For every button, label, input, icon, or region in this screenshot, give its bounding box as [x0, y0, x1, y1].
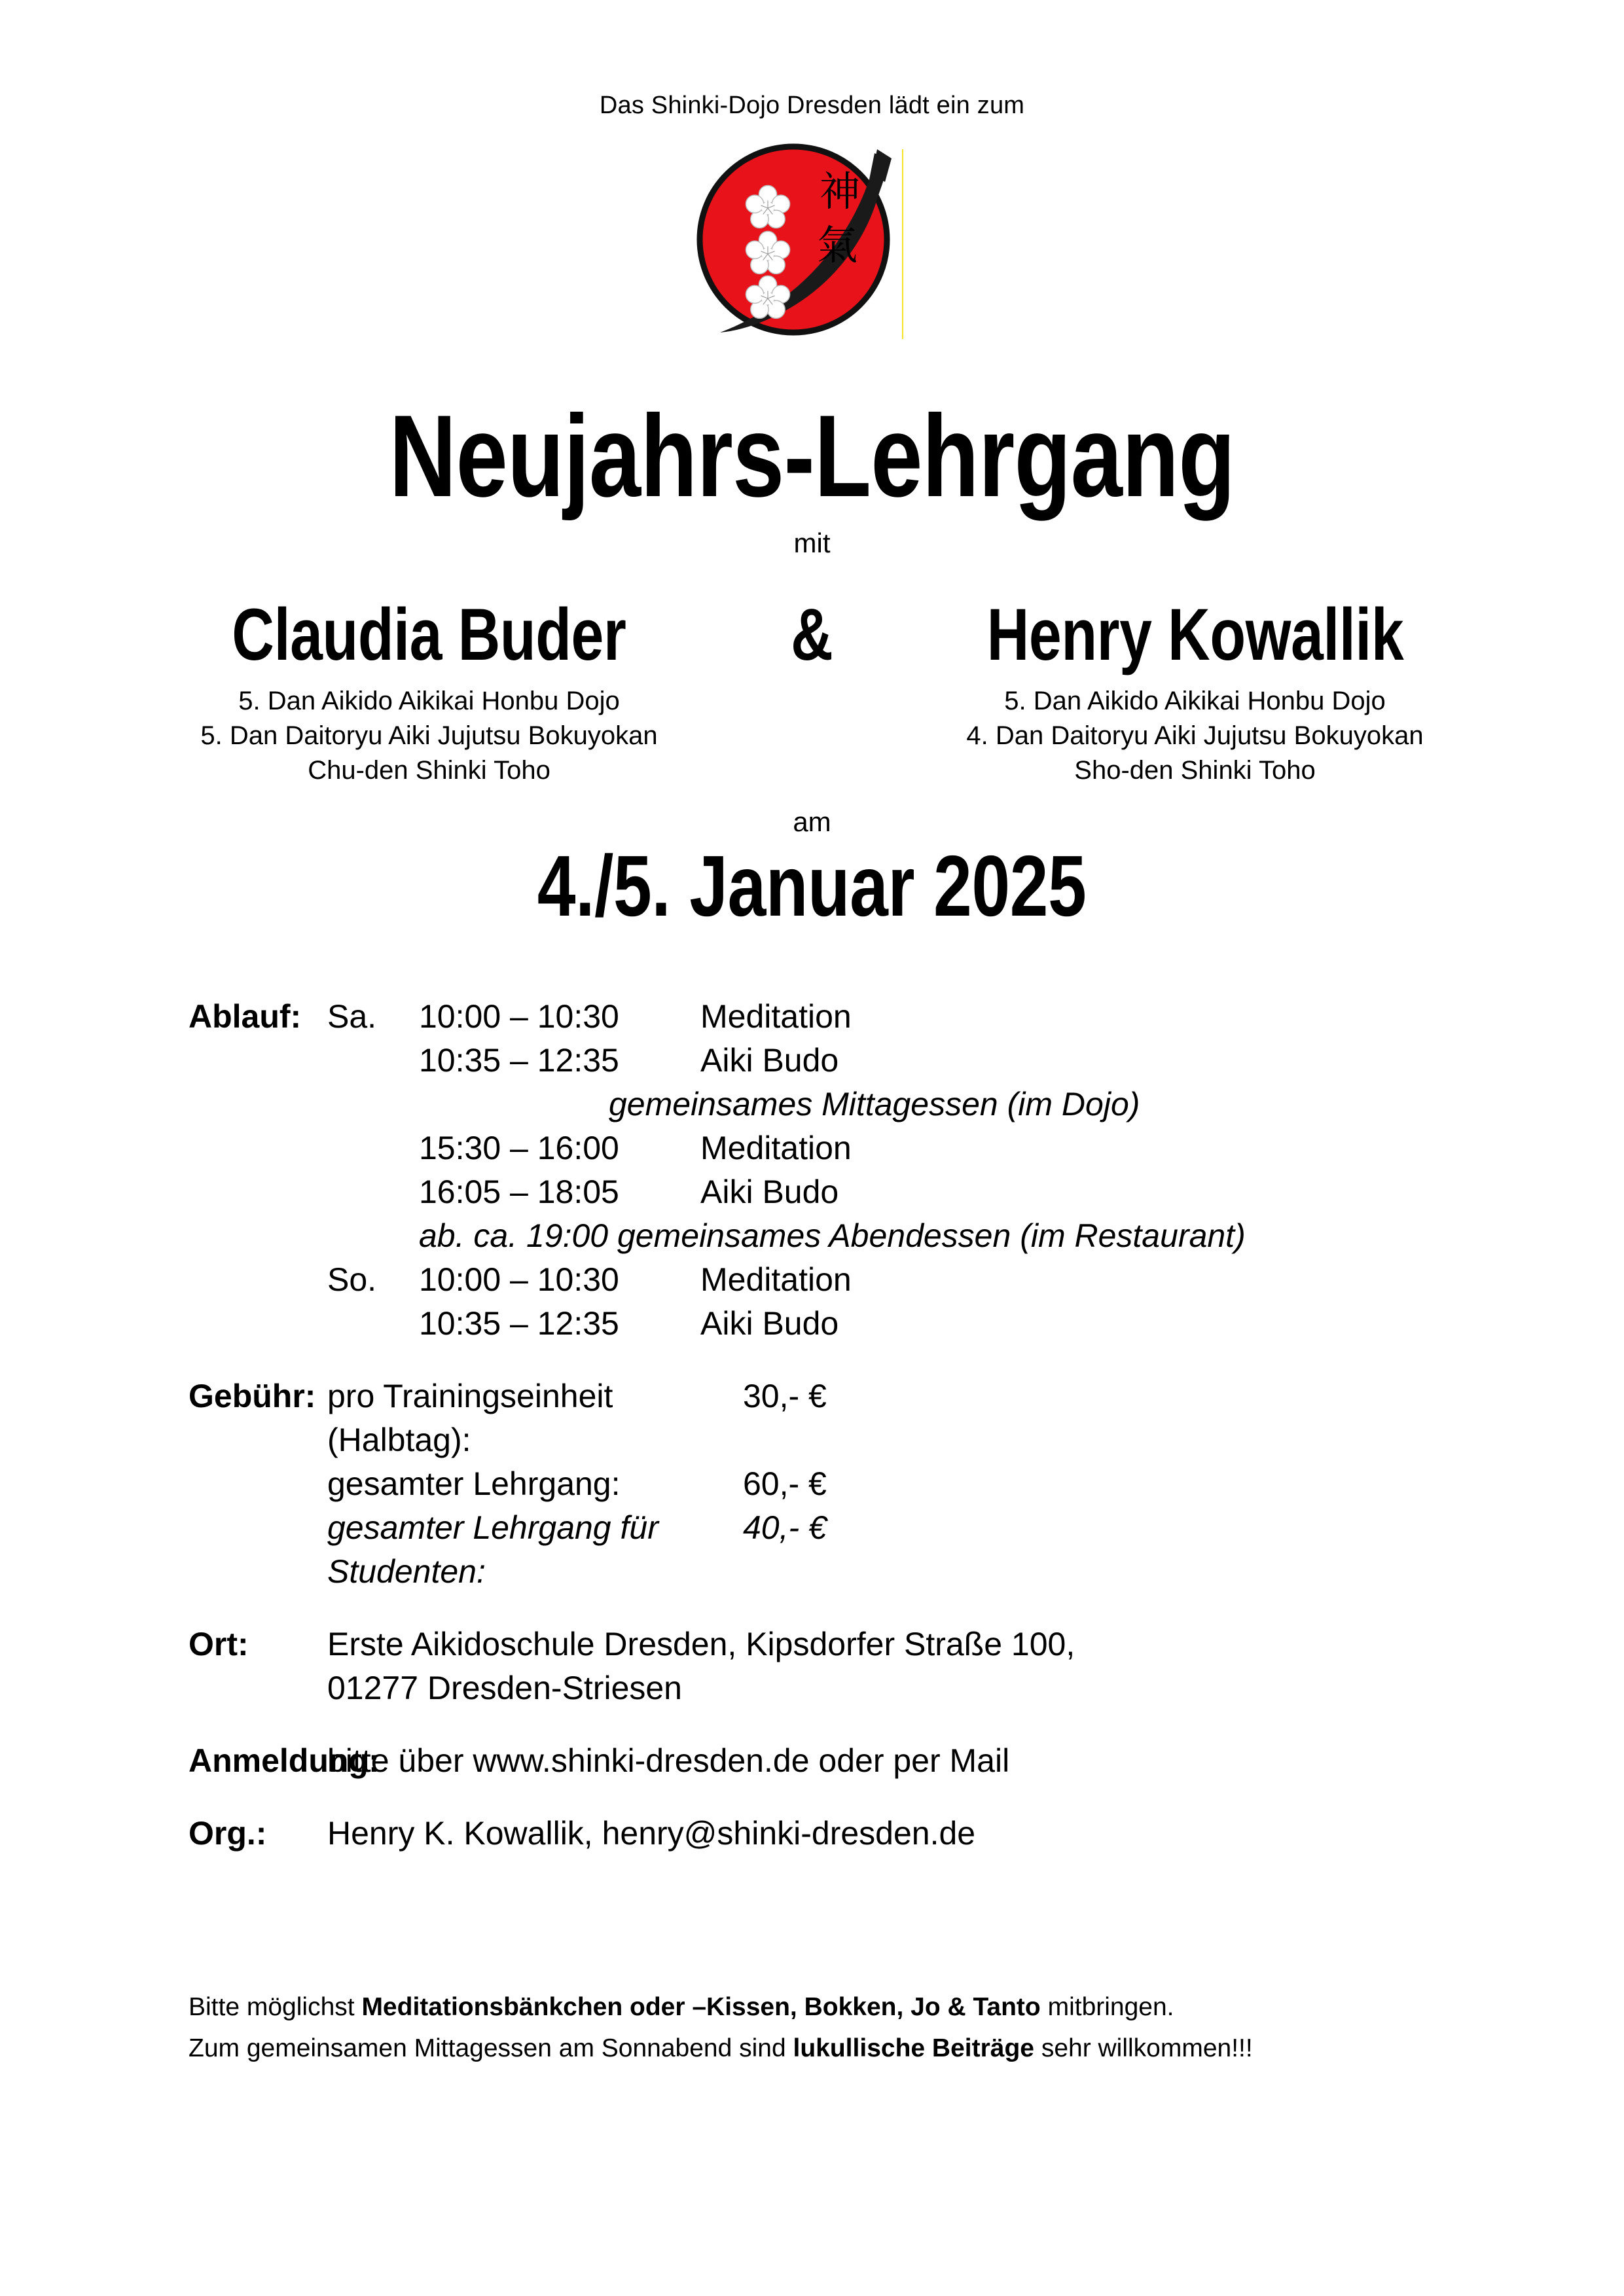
credential-line: 5. Dan Aikido Aikikai Honbu Dojo: [238, 686, 620, 715]
invitation-line: Das Shinki-Dojo Dresden lädt ein zum: [599, 92, 1025, 119]
schedule-activity: Aiki Budo: [700, 1042, 839, 1079]
fee-description: gesamter Lehrgang:: [327, 1465, 621, 1502]
footer-post-text: mitbringen.: [1040, 1993, 1174, 2021]
credential-line: 4. Dan Daitoryu Aiki Jujutsu Bokuyokan: [966, 721, 1424, 751]
footer-line-lunch: [189, 2028, 1498, 2069]
instructors-separator: [750, 596, 875, 675]
kanji-ki: 氣: [817, 221, 858, 269]
instructor-henry-kowallik: [875, 596, 1516, 789]
registration-row: [189, 1739, 1471, 1783]
schedule-activity: Meditation: [700, 1130, 852, 1166]
schedule-time: 10:00 – 10:30: [419, 1261, 619, 1298]
footer-pre-text: Zum gemeinsamen Mittagessen am Sonnabend sind: [189, 2034, 793, 2063]
fee-price: 40,- €: [743, 1509, 827, 1546]
instructor-name-text: Henry Kowallik: [986, 594, 1403, 675]
instructors-section: [0, 596, 1624, 789]
schedule-activity: Aiki Budo: [700, 1174, 839, 1210]
page-title: [0, 391, 1624, 521]
schedule-activity: Aiki Budo: [700, 1305, 839, 1342]
event-date-text: 4./5. Januar 2025: [537, 838, 1087, 934]
credential-line: 5. Dan Aikido Aikikai Honbu Dojo: [1004, 686, 1386, 715]
details-section: [189, 995, 1471, 1856]
ampersand-text: &: [791, 594, 833, 675]
logo-edge-artifact: [902, 149, 903, 339]
location-body: [327, 1623, 1471, 1710]
fee-entry: [327, 1462, 1471, 1506]
schedule-entry: [327, 1302, 1471, 1346]
footer-bold-text: Meditationsbänkchen oder –Kissen, Bokken, Jo & Tanto: [361, 1993, 1041, 2021]
instructor-name: [109, 596, 750, 675]
credential-line: 5. Dan Daitoryu Aiki Jujutsu Bokuyokan: [200, 721, 658, 751]
location-row: [189, 1623, 1471, 1710]
credential-line: Sho-den Shinki Toho: [1074, 756, 1316, 785]
fee-price: 60,- €: [743, 1465, 827, 1502]
organizer-row: [189, 1812, 1471, 1856]
shinki-logo-graphic: [681, 136, 916, 346]
schedule-entry: [327, 1170, 1471, 1214]
schedule-day: So.: [327, 1261, 377, 1298]
schedule-day: Sa.: [327, 998, 377, 1035]
schedule-note-dinner: ab. ca. 19:00 gemeinsames Abendessen (im Restaurant): [419, 1217, 1246, 1254]
mit-label: mit: [793, 528, 831, 558]
schedule-label: Ablauf:: [189, 998, 302, 1035]
footer-pre-text: Bitte möglichst: [189, 1993, 362, 2021]
schedule-time: 16:05 – 18:05: [419, 1174, 619, 1210]
schedule-time: 10:35 – 12:35: [419, 1042, 619, 1079]
schedule-entry: [327, 1039, 1471, 1083]
location-line: 01277 Dresden-Striesen: [327, 1670, 682, 1706]
fee-body: [327, 1374, 1471, 1594]
organizer-label: Org.:: [189, 1815, 267, 1852]
footer-notes: [189, 1986, 1498, 2069]
fee-entry: [327, 1374, 1471, 1462]
instructor-name: [875, 596, 1516, 675]
schedule-activity: Meditation: [700, 998, 852, 1035]
page-title-text: Neujahrs-Lehrgang: [389, 391, 1235, 521]
location-label: Ort:: [189, 1626, 249, 1662]
schedule-entry: [327, 1258, 1471, 1302]
location-line: Erste Aikidoschule Dresden, Kipsdorfer Straße 100,: [327, 1626, 1075, 1662]
fee-label: Gebühr:: [189, 1378, 316, 1414]
registration-label: Anmeldung:: [189, 1742, 380, 1779]
footer-post-text: sehr willkommen!!!: [1034, 2034, 1253, 2063]
footer-line-bring: [189, 1986, 1498, 2028]
schedule-entry: [327, 1126, 1471, 1170]
schedule-time: 15:30 – 16:00: [419, 1130, 619, 1166]
registration-text[interactable]: bitte über www.shinki-dresden.de oder per Mail: [327, 1742, 1010, 1779]
schedule-activity: Meditation: [700, 1261, 852, 1298]
shinki-dojo-logo: [681, 136, 916, 346]
schedule-row: [189, 995, 1471, 1346]
footer-bold-text: lukullische Beiträge: [793, 2034, 1034, 2063]
schedule-note-lunch: gemeinsames Mittagessen (im Dojo): [609, 1086, 1140, 1122]
fee-entry: [327, 1506, 1471, 1594]
instructor-credentials: [875, 684, 1516, 789]
event-date: [0, 838, 1624, 934]
fee-description: pro Trainingseinheit (Halbtag):: [327, 1378, 613, 1458]
fee-row: [189, 1374, 1471, 1594]
instructor-name-text: Claudia Buder: [232, 594, 626, 675]
schedule-entry: [327, 995, 1471, 1039]
fee-price: 30,- €: [743, 1378, 827, 1414]
instructor-credentials: [109, 684, 750, 789]
kanji-shin: 神: [820, 168, 861, 215]
fee-description: gesamter Lehrgang für Studenten:: [327, 1509, 659, 1590]
instructor-claudia-buder: [109, 596, 750, 789]
organizer-text[interactable]: Henry K. Kowallik, henry@shinki-dresden.de: [327, 1815, 976, 1852]
am-label: am: [793, 806, 831, 837]
schedule-time: 10:00 – 10:30: [419, 998, 619, 1035]
schedule-time: 10:35 – 12:35: [419, 1305, 619, 1342]
credential-line: Chu-den Shinki Toho: [308, 756, 550, 785]
schedule-body: [327, 995, 1471, 1346]
